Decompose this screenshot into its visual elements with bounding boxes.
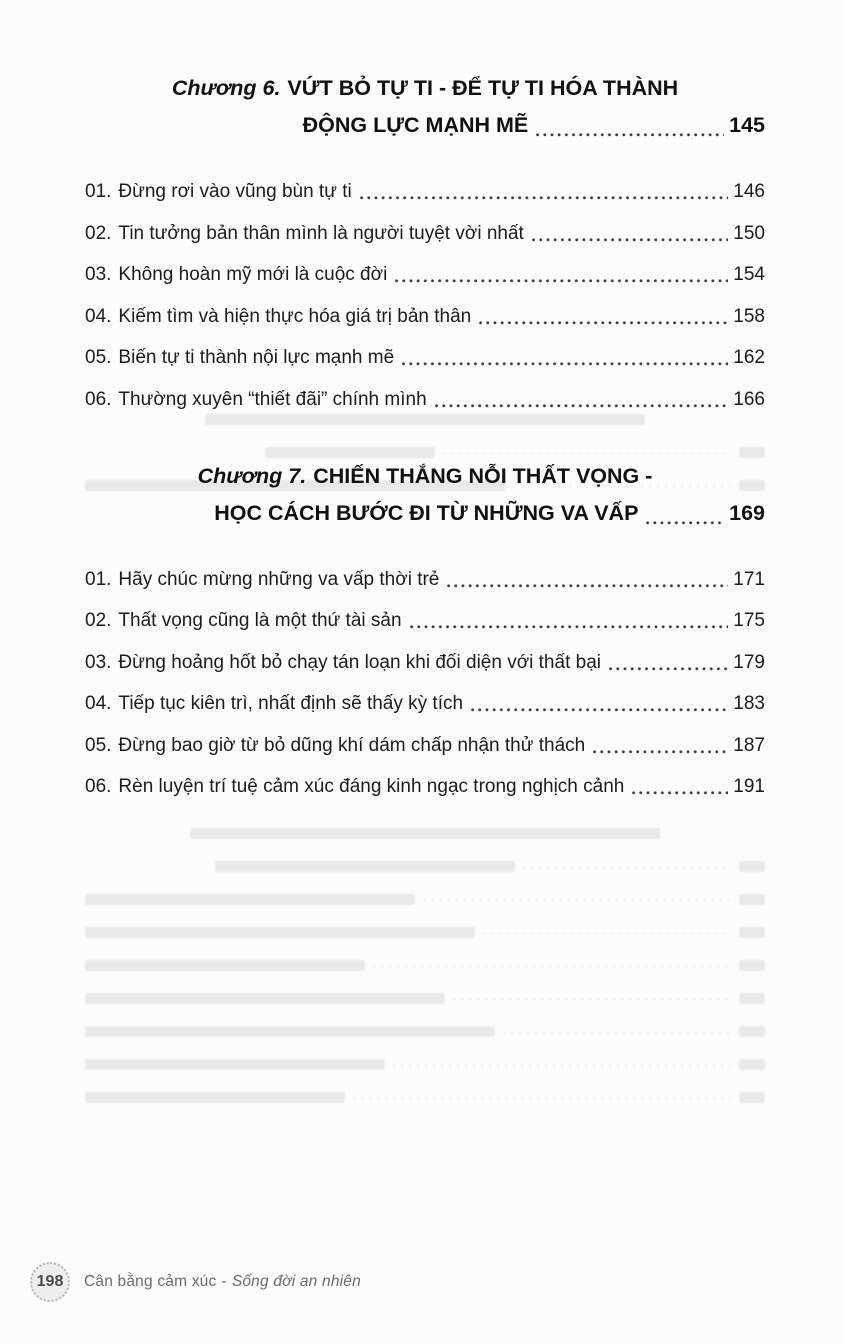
entry-number: 02. [85,222,112,244]
toc-entry [85,651,765,675]
entry-page-number: 154 [733,264,765,285]
dotted-leader [609,667,728,671]
book-title-part1: Cân bằng cảm xúc [84,1273,217,1290]
toc-entries-chapter-7 [85,568,765,800]
chapter-label: Chương 7. [197,463,307,488]
title-separator: - [221,1273,227,1290]
entry-number: 05. [85,734,112,756]
toc-section-chapter-7 [85,458,765,800]
dotted-leader [471,708,728,712]
chapter-title-text: ĐỘNG LỰC MẠNH MẼ [302,113,529,137]
toc-section-chapter-6 [85,70,765,412]
entry-page-number: 183 [733,693,765,714]
entry-number: 02. [85,610,112,631]
entry-page-number: 175 [733,610,765,631]
bleedthrough-line [85,1026,765,1037]
table-of-contents [85,70,765,817]
entry-number: 04. [85,305,112,327]
chapter-heading [85,70,765,144]
bleedthrough-lower [85,828,765,1125]
toc-entry [85,734,765,758]
chapter-page-number: 169 [729,500,765,525]
dotted-leader [435,404,729,408]
dotted-leader [536,133,724,137]
entry-number: 03. [85,264,112,285]
chapter-title-line2 [85,495,765,532]
entry-title: Đừng bao giờ từ bỏ dũng khí dám chấp nhận thử thách [118,734,586,756]
running-footer-title [84,1273,361,1291]
toc-entry [85,180,765,204]
chapter-title-text: HỌC CÁCH BƯỚC ĐI TỪ NHỮNG VA VẤP [214,500,639,525]
dotted-leader [447,584,728,588]
entry-title: Đừng rơi vào vũng bùn tự ti [118,181,352,202]
entry-title: Thất vọng cũng là một thứ tài sản [118,610,402,631]
chapter-title-text: CHIẾN THẮNG NỖI THẤT VỌNG - [313,463,653,488]
entry-page-number: 150 [733,222,765,244]
entry-number: 01. [85,568,112,590]
entry-number: 01. [85,181,112,202]
chapter-label: Chương 6. [171,76,281,100]
chapter-page-number: 145 [729,113,765,137]
dotted-leader [410,625,729,629]
entry-title: Rèn luyện trí tuệ cảm xúc đáng kinh ngạc trong nghịch cảnh [118,776,625,797]
toc-entry [85,305,765,329]
entry-page-number: 171 [733,568,765,590]
dotted-leader [593,750,728,754]
entry-number: 06. [85,776,112,797]
bleedthrough-line [85,1092,765,1103]
entry-page-number: 162 [733,347,765,368]
bleedthrough-line [85,960,765,971]
dotted-leader [395,279,728,283]
page-number-stamp [30,1262,70,1302]
entry-number: 03. [85,651,112,673]
dotted-leader [402,362,728,366]
toc-entry [85,388,765,412]
chapter-heading [85,458,765,532]
entry-title: Kiếm tìm và hiện thực hóa giá trị bản thân [118,305,472,327]
bleedthrough-line [85,993,765,1004]
dotted-leader [360,196,729,200]
entry-page-number: 187 [733,734,765,756]
entry-number: 05. [85,347,112,368]
entry-title: Biến tự ti thành nội lực mạnh mẽ [118,347,395,368]
entry-page-number: 166 [733,388,765,410]
entry-page-number: 179 [733,651,765,673]
toc-entry [85,692,765,716]
book-title-part2: Sống đời an nhiên [231,1273,361,1290]
toc-entry [85,346,765,370]
bleedthrough-line [85,1059,765,1070]
entry-page-number: 191 [733,776,765,797]
page-number: 198 [36,1273,64,1290]
dotted-leader [532,238,728,242]
toc-entry [85,263,765,287]
toc-entry [85,775,765,799]
entry-title: Không hoàn mỹ mới là cuộc đời [118,264,388,285]
entry-title: Tin tưởng bản thân mình là người tuyệt vời nhất [118,222,524,244]
bleedthrough-line [85,894,765,905]
toc-entries-chapter-6 [85,180,765,412]
entry-page-number: 158 [733,305,765,327]
chapter-title-line2 [85,107,765,144]
entry-title: Thường xuyên “thiết đãi” chính mình [118,388,427,410]
bleedthrough-line [85,927,765,938]
entry-number: 06. [85,388,112,410]
dotted-leader [479,321,728,325]
entry-title: Hãy chúc mừng những va vấp thời trẻ [118,568,440,590]
dotted-leader [632,791,728,795]
toc-entry [85,222,765,246]
bleedthrough-line [85,828,765,839]
dotted-leader [646,521,724,525]
entry-title: Đừng hoảng hốt bỏ chạy tán loạn khi đối diện với thất bại [118,651,601,673]
toc-entry [85,568,765,592]
entry-page-number: 146 [733,181,765,202]
entry-number: 04. [85,693,112,714]
chapter-title-text: VỨT BỎ TỰ TI - ĐỂ TỰ TI HÓA THÀNH [287,76,679,100]
page-footer [30,1262,765,1302]
chapter-title-line1 [85,458,765,495]
toc-entry [85,609,765,633]
entry-title: Tiếp tục kiên trì, nhất định sẽ thấy kỳ tích [118,693,464,714]
chapter-title-line1 [85,70,765,107]
bleedthrough-line [85,861,765,872]
